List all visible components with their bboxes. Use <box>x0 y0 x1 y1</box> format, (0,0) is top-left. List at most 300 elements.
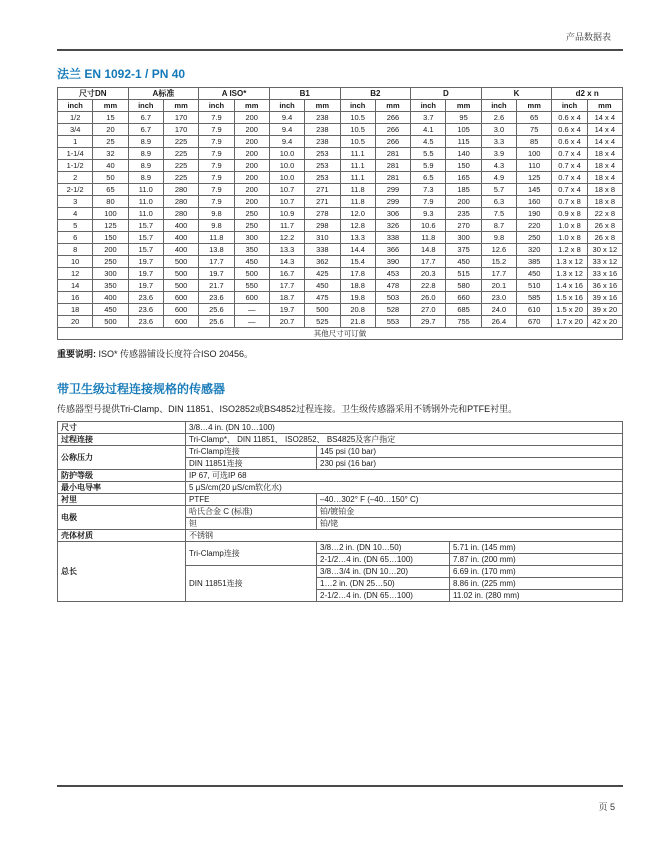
flange-table-cell: 200 <box>234 196 269 208</box>
flange-table-cell: 9.3 <box>411 208 446 220</box>
flange-table-row <box>58 280 623 292</box>
spec-value-cell: 1…2 in. (DN 25…50) <box>317 578 450 590</box>
flange-table-cell: 235 <box>446 208 481 220</box>
flange-table-cell: 478 <box>375 280 410 292</box>
flange-table-cell: 685 <box>446 304 481 316</box>
flange-table-cell: 281 <box>375 160 410 172</box>
flange-table-cell: 200 <box>234 136 269 148</box>
flange-table-cell: 17.7 <box>199 256 234 268</box>
flange-table-cell: 306 <box>375 208 410 220</box>
page-number: 页 5 <box>598 802 615 812</box>
spec-label-cell: 尺寸 <box>58 422 186 434</box>
flange-table-cell: 310 <box>305 232 340 244</box>
flange-table-cell: 145 <box>517 184 552 196</box>
flange-table-cell: 36 x 16 <box>587 280 622 292</box>
flange-table-cell: 11.1 <box>340 148 375 160</box>
flange-table-cell: 12.2 <box>269 232 304 244</box>
flange-table-cell: 8.9 <box>128 148 163 160</box>
flange-table-cell: 170 <box>163 112 198 124</box>
spec-value-cell: 不锈钢 <box>186 530 623 542</box>
flange-table-cell: 385 <box>517 256 552 268</box>
column-group-header: D <box>411 88 482 100</box>
unit-header: mm <box>163 100 198 112</box>
flange-table-cell: 580 <box>446 280 481 292</box>
sanitary-table-row <box>58 482 623 494</box>
flange-table-cell: 13.3 <box>269 244 304 256</box>
flange-table-cell: 105 <box>446 124 481 136</box>
flange-table-cell: 24.0 <box>481 304 516 316</box>
flange-table-cell: 12 <box>58 268 93 280</box>
flange-table-cell: 12.6 <box>481 244 516 256</box>
sanitary-table-row <box>58 422 623 434</box>
flange-table-cell: 238 <box>305 112 340 124</box>
spec-label-cell: 总长 <box>58 542 186 602</box>
sanitary-table-body <box>58 422 623 602</box>
flange-table-cell: 453 <box>375 268 410 280</box>
flange-table-cell: 15.7 <box>128 220 163 232</box>
flange-table-cell: 100 <box>93 208 128 220</box>
flange-table-row <box>58 196 623 208</box>
flange-table-cell: 9.4 <box>269 136 304 148</box>
flange-table-cell: 11.8 <box>340 196 375 208</box>
flange-table-cell: 7.5 <box>481 208 516 220</box>
flange-table-cell: 125 <box>93 220 128 232</box>
flange-table-row <box>58 124 623 136</box>
flange-table-cell: 11.7 <box>269 220 304 232</box>
flange-table-cell: 29.7 <box>411 316 446 328</box>
flange-table-cell: 6.7 <box>128 124 163 136</box>
flange-table-cell: 18 x 8 <box>587 196 622 208</box>
flange-table-cell: 14 x 4 <box>587 124 622 136</box>
flange-table-cell: 5.7 <box>481 184 516 196</box>
flange-table-row <box>58 316 623 328</box>
spec-label-cell: 防护等级 <box>58 470 186 482</box>
flange-table-cell: — <box>234 304 269 316</box>
flange-table-row <box>58 292 623 304</box>
flange-table-cell: 20 <box>93 124 128 136</box>
flange-table-cell: 2-1/2 <box>58 184 93 196</box>
flange-table-cell: 4.1 <box>411 124 446 136</box>
flange-table-cell: 65 <box>517 112 552 124</box>
column-group-header: A ISO* <box>199 88 270 100</box>
flange-table-cell: 8 <box>58 244 93 256</box>
flange-table-cell: 6.5 <box>411 172 446 184</box>
flange-table-cell: 14.4 <box>340 244 375 256</box>
flange-table-cell: 0.7 x 4 <box>552 184 587 196</box>
sanitary-spec-table <box>57 421 623 602</box>
flange-table-cell: 18 <box>58 304 93 316</box>
flange-table-cell: 23.6 <box>128 292 163 304</box>
flange-table-row <box>58 112 623 124</box>
column-group-header: A标准 <box>128 88 199 100</box>
spec-value-cell: –40…302° F (–40…150° C) <box>317 494 623 506</box>
flange-table-cell: 1.2 x 8 <box>552 244 587 256</box>
flange-table-cell: 600 <box>163 304 198 316</box>
sanitary-table-row <box>58 470 623 482</box>
flange-table-cell: 10.0 <box>269 160 304 172</box>
spec-value-cell: 铂/镀铂金 <box>317 506 623 518</box>
flange-table-cell: 500 <box>163 256 198 268</box>
flange-table-cell: 1/2 <box>58 112 93 124</box>
spec-value-cell: 11.02 in. (280 mm) <box>450 590 623 602</box>
spec-value-cell: 6.69 in. (170 mm) <box>450 566 623 578</box>
flange-table-cell: 26.4 <box>481 316 516 328</box>
flange-table-cell: 1.5 x 16 <box>552 292 587 304</box>
flange-table-cell: 299 <box>375 184 410 196</box>
flange-table-cell: 755 <box>446 316 481 328</box>
other-sizes-note: 其他尺寸可订做 <box>58 328 623 340</box>
flange-table-cell: 271 <box>305 184 340 196</box>
flange-table-cell: 266 <box>375 112 410 124</box>
flange-table-cell: 350 <box>234 244 269 256</box>
important-note <box>57 347 623 360</box>
flange-table-cell: 14 x 4 <box>587 112 622 124</box>
flange-table-cell: 40 <box>93 160 128 172</box>
flange-table-head <box>58 88 623 112</box>
spec-label-cell: 衬里 <box>58 494 186 506</box>
flange-table-cell: 17.7 <box>269 280 304 292</box>
flange-table-cell: 5.9 <box>411 160 446 172</box>
spec-value-cell: PTFE <box>186 494 317 506</box>
flange-table-cell: 528 <box>375 304 410 316</box>
flange-table-cell: 150 <box>93 232 128 244</box>
flange-table-row <box>58 160 623 172</box>
flange-table-cell: 4.5 <box>411 136 446 148</box>
flange-table-cell: 450 <box>517 268 552 280</box>
flange-table-cell: 253 <box>305 160 340 172</box>
unit-header: mm <box>234 100 269 112</box>
flange-table-cell: — <box>234 316 269 328</box>
flange-table-cell: 185 <box>446 184 481 196</box>
flange-table-cell: 250 <box>517 232 552 244</box>
flange-section-title: 法兰 EN 1092-1 / PN 40 <box>57 67 186 81</box>
flange-table-cell: 225 <box>163 148 198 160</box>
flange-table-cell: 23.6 <box>128 316 163 328</box>
spec-label-cell: 过程连接 <box>58 434 186 446</box>
flange-table-cell: 10.5 <box>340 112 375 124</box>
flange-table-cell: 9.8 <box>199 220 234 232</box>
spec-value-cell: DIN 11851连接 <box>186 566 317 602</box>
flange-table-cell: 3.3 <box>481 136 516 148</box>
flange-table-cell: 450 <box>446 256 481 268</box>
flange-table-cell: 18.8 <box>340 280 375 292</box>
flange-table-cell: 14 x 4 <box>587 136 622 148</box>
flange-table-cell: 13.8 <box>199 244 234 256</box>
flange-table-cell: 6.3 <box>481 196 516 208</box>
flange-table-cell: 11.0 <box>128 208 163 220</box>
flange-table-cell: 19.7 <box>269 304 304 316</box>
spec-value-cell: Tri-Clamp连接 <box>186 542 317 566</box>
flange-table-row <box>58 148 623 160</box>
flange-table-cell: 6.7 <box>128 112 163 124</box>
spec-value-cell: 2-1/2…4 in. (DN 65…100) <box>317 590 450 602</box>
flange-table-cell: 220 <box>517 220 552 232</box>
spec-value-cell: 哈氏合金 C (标准) <box>186 506 317 518</box>
unit-header: mm <box>93 100 128 112</box>
flange-table-cell: 19.8 <box>340 292 375 304</box>
flange-table-cell: 270 <box>446 220 481 232</box>
flange-table-cell: 350 <box>93 280 128 292</box>
flange-table-cell: 150 <box>446 160 481 172</box>
flange-table-row <box>58 172 623 184</box>
flange-table-cell: 253 <box>305 172 340 184</box>
flange-table-cell: 18.7 <box>269 292 304 304</box>
flange-table-cell: 11.8 <box>411 232 446 244</box>
flange-table-cell: 2 <box>58 172 93 184</box>
spec-value-cell: 3/8…2 in. (DN 10…50) <box>317 542 450 554</box>
sanitary-table-row <box>58 494 623 506</box>
flange-table-cell: 3.0 <box>481 124 516 136</box>
flange-table-cell: 20.7 <box>269 316 304 328</box>
spec-value-cell: 铂/铑 <box>317 518 623 530</box>
flange-table-cell: 250 <box>234 208 269 220</box>
flange-table-cell: 18 x 4 <box>587 172 622 184</box>
flange-table-cell: 19.7 <box>128 256 163 268</box>
unit-header: mm <box>517 100 552 112</box>
flange-table-cell: 400 <box>163 244 198 256</box>
flange-table-cell: 7.9 <box>199 136 234 148</box>
flange-table-cell: 271 <box>305 196 340 208</box>
flange-table-cell: 225 <box>163 172 198 184</box>
flange-table-cell: 32 <box>93 148 128 160</box>
flange-table-cell: 42 x 20 <box>587 316 622 328</box>
spec-value-cell: IP 67, 可选IP 68 <box>186 470 623 482</box>
flange-table-cell: 39 x 16 <box>587 292 622 304</box>
unit-header: inch <box>411 100 446 112</box>
flange-table-cell: 7.9 <box>199 196 234 208</box>
flange-table-cell: 1-1/4 <box>58 148 93 160</box>
flange-table-cell: 503 <box>375 292 410 304</box>
flange-table-cell: 11.8 <box>340 184 375 196</box>
flange-table-cell: 19.7 <box>128 280 163 292</box>
spec-value-cell: 5.71 in. (145 mm) <box>450 542 623 554</box>
spec-label-cell: 最小电导率 <box>58 482 186 494</box>
unit-header: inch <box>269 100 304 112</box>
unit-header: inch <box>481 100 516 112</box>
flange-table-cell: 9.8 <box>199 208 234 220</box>
flange-table-cell: 20 <box>58 316 93 328</box>
flange-table-cell: 660 <box>446 292 481 304</box>
flange-table-cell: 10.7 <box>269 184 304 196</box>
flange-table-cell: 21.8 <box>340 316 375 328</box>
flange-table-cell: 65 <box>93 184 128 196</box>
flange-table-cell: 500 <box>234 268 269 280</box>
flange-table-cell: 298 <box>305 220 340 232</box>
important-note-text: ISO* 传感器铺设长度符合ISO 20456。 <box>96 349 254 359</box>
flange-table-cell: 19.7 <box>199 268 234 280</box>
document-type-label: 产品数据表 <box>565 32 611 42</box>
sanitary-table-row <box>58 530 623 542</box>
flange-table-cell: 10.9 <box>269 208 304 220</box>
flange-header-unit-row <box>58 100 623 112</box>
column-group-header: K <box>481 88 552 100</box>
flange-table-cell: 320 <box>517 244 552 256</box>
flange-table-cell: 50 <box>93 172 128 184</box>
spec-value-cell: 230 psi (16 bar) <box>317 458 623 470</box>
header-rule <box>57 49 623 51</box>
flange-table-cell: 280 <box>163 196 198 208</box>
flange-table-cell: 10.6 <box>411 220 446 232</box>
flange-table-cell: 610 <box>517 304 552 316</box>
flange-table-cell: 281 <box>375 148 410 160</box>
flange-table-cell: 0.9 x 8 <box>552 208 587 220</box>
flange-table-cell: 0.7 x 4 <box>552 148 587 160</box>
flange-table-cell: 3.9 <box>481 148 516 160</box>
flange-table-cell: 18 x 4 <box>587 160 622 172</box>
flange-table-cell: 338 <box>305 244 340 256</box>
sanitary-table-row <box>58 434 623 446</box>
flange-table-cell: 1.7 x 20 <box>552 316 587 328</box>
flange-table-cell: 278 <box>305 208 340 220</box>
flange-table-cell: 375 <box>446 244 481 256</box>
flange-table-row <box>58 208 623 220</box>
flange-table-cell: 600 <box>234 292 269 304</box>
flange-table-cell: 17.7 <box>481 268 516 280</box>
flange-table-cell: 4 <box>58 208 93 220</box>
flange-table-cell: 16 <box>58 292 93 304</box>
flange-table-cell: 1 <box>58 136 93 148</box>
flange-table-cell: 23.0 <box>481 292 516 304</box>
flange-table-cell: 300 <box>234 232 269 244</box>
flange-table-cell: 238 <box>305 136 340 148</box>
flange-table-cell: 9.8 <box>481 232 516 244</box>
flange-table-cell: 250 <box>93 256 128 268</box>
flange-table-cell: 299 <box>375 196 410 208</box>
flange-table-cell: 7.9 <box>199 160 234 172</box>
flange-table-cell: 14.3 <box>269 256 304 268</box>
flange-table-cell: 7.9 <box>199 172 234 184</box>
flange-table-cell: 27.0 <box>411 304 446 316</box>
flange-table-cell: 2.6 <box>481 112 516 124</box>
flange-table-cell: 250 <box>234 220 269 232</box>
flange-table-cell: 500 <box>93 316 128 328</box>
sanitary-intro-paragraph: 传感器型号提供Tri-Clamp、DIN 11851、ISO2852或BS4852过程连接。卫生级传感器采用不锈钢外壳和PTFE衬里。 <box>57 404 518 414</box>
flange-table-cell: 1.5 x 20 <box>552 304 587 316</box>
flange-table-cell: 22 x 8 <box>587 208 622 220</box>
flange-table-cell: 10 <box>58 256 93 268</box>
flange-table-row <box>58 136 623 148</box>
flange-table-cell: 400 <box>163 232 198 244</box>
flange-table-cell: 585 <box>517 292 552 304</box>
spec-value-cell: Tri-Clamp*、 DIN 11851、 ISO2852、 BS4825及客户指定 <box>186 434 623 446</box>
flange-table-cell: 200 <box>234 172 269 184</box>
sanitary-section-title: 带卫生级过程连接规格的传感器 <box>57 382 226 396</box>
flange-table-row <box>58 256 623 268</box>
flange-table-cell: 140 <box>446 148 481 160</box>
flange-table-row <box>58 268 623 280</box>
flange-table-cell: 4.9 <box>481 172 516 184</box>
flange-table-cell: 9.4 <box>269 124 304 136</box>
flange-table-cell: 11.1 <box>340 160 375 172</box>
flange-table-cell: 0.7 x 4 <box>552 160 587 172</box>
flange-table-cell: 500 <box>163 280 198 292</box>
flange-table-cell: 8.9 <box>128 160 163 172</box>
unit-header: mm <box>446 100 481 112</box>
flange-table-cell: 11.8 <box>199 232 234 244</box>
flange-table-cell: 500 <box>305 304 340 316</box>
flange-table-cell: 7.9 <box>199 148 234 160</box>
flange-table-cell: 15.4 <box>340 256 375 268</box>
flange-table-row <box>58 244 623 256</box>
flange-table-cell: 200 <box>93 244 128 256</box>
flange-table-cell: 8.7 <box>481 220 516 232</box>
unit-header: mm <box>587 100 622 112</box>
flange-table-cell: 5.5 <box>411 148 446 160</box>
flange-table-cell: 200 <box>446 196 481 208</box>
flange-table-cell: 670 <box>517 316 552 328</box>
flange-table-cell: 266 <box>375 136 410 148</box>
flange-table-cell: 125 <box>517 172 552 184</box>
flange-table-cell: 18 x 8 <box>587 184 622 196</box>
unit-header: inch <box>199 100 234 112</box>
flange-table-cell: 1.4 x 16 <box>552 280 587 292</box>
flange-table-cell: 12.8 <box>340 220 375 232</box>
spec-value-cell: 145 psi (10 bar) <box>317 446 623 458</box>
flange-table-cell: 21.7 <box>199 280 234 292</box>
unit-header: inch <box>58 100 93 112</box>
flange-table-row <box>58 184 623 196</box>
flange-table-cell: 18 x 4 <box>587 148 622 160</box>
flange-table-cell: 20.8 <box>340 304 375 316</box>
flange-table-cell: 400 <box>163 220 198 232</box>
flange-table-cell: 25.6 <box>199 304 234 316</box>
flange-table-cell: 22.8 <box>411 280 446 292</box>
flange-table-cell: 362 <box>305 256 340 268</box>
spec-value-cell: 3/8…4 in. (DN 10…100) <box>186 422 623 434</box>
flange-table-cell: 13.3 <box>340 232 375 244</box>
flange-table-cell: 11.1 <box>340 172 375 184</box>
flange-table-cell: 8.9 <box>128 136 163 148</box>
flange-table-cell: 450 <box>305 280 340 292</box>
flange-table-footer-row <box>58 328 623 340</box>
flange-table-cell: 200 <box>234 184 269 196</box>
flange-table-cell: 26 x 8 <box>587 232 622 244</box>
flange-table-cell: 200 <box>234 124 269 136</box>
flange-table-cell: 300 <box>446 232 481 244</box>
flange-table-cell: 23.6 <box>128 304 163 316</box>
flange-table-cell: 0.7 x 8 <box>552 196 587 208</box>
spec-label-cell: 电极 <box>58 506 186 530</box>
flange-table-cell: 7.9 <box>199 184 234 196</box>
flange-table-cell: 30 x 12 <box>587 244 622 256</box>
flange-table-cell: 1.3 x 12 <box>552 256 587 268</box>
flange-table-cell: 0.6 x 4 <box>552 112 587 124</box>
flange-table-cell: 553 <box>375 316 410 328</box>
unit-header: mm <box>375 100 410 112</box>
flange-table-cell: 600 <box>163 316 198 328</box>
flange-table-cell: 1.0 x 8 <box>552 220 587 232</box>
flange-table-cell: 326 <box>375 220 410 232</box>
flange-table-cell: 10.7 <box>269 196 304 208</box>
flange-table-cell: 1-1/2 <box>58 160 93 172</box>
flange-table-cell: 20.3 <box>411 268 446 280</box>
flange-table-cell: 266 <box>375 124 410 136</box>
flange-table-cell: 14 <box>58 280 93 292</box>
flange-table-body <box>58 112 623 340</box>
flange-table-cell: 80 <box>93 196 128 208</box>
flange-table-cell: 95 <box>446 112 481 124</box>
column-group-header: d2 x n <box>552 88 623 100</box>
flange-table-cell: 15.7 <box>128 232 163 244</box>
flange-table-cell: 7.9 <box>411 196 446 208</box>
flange-table-cell: 160 <box>517 196 552 208</box>
page-content <box>57 0 623 602</box>
flange-table-cell: 9.4 <box>269 112 304 124</box>
flange-table-cell: 23.6 <box>199 292 234 304</box>
spec-value-cell: 3/8…3/4 in. (DN 10…20) <box>317 566 450 578</box>
spec-value-cell: 7.87 in. (200 mm) <box>450 554 623 566</box>
flange-table-cell: 1.3 x 12 <box>552 268 587 280</box>
